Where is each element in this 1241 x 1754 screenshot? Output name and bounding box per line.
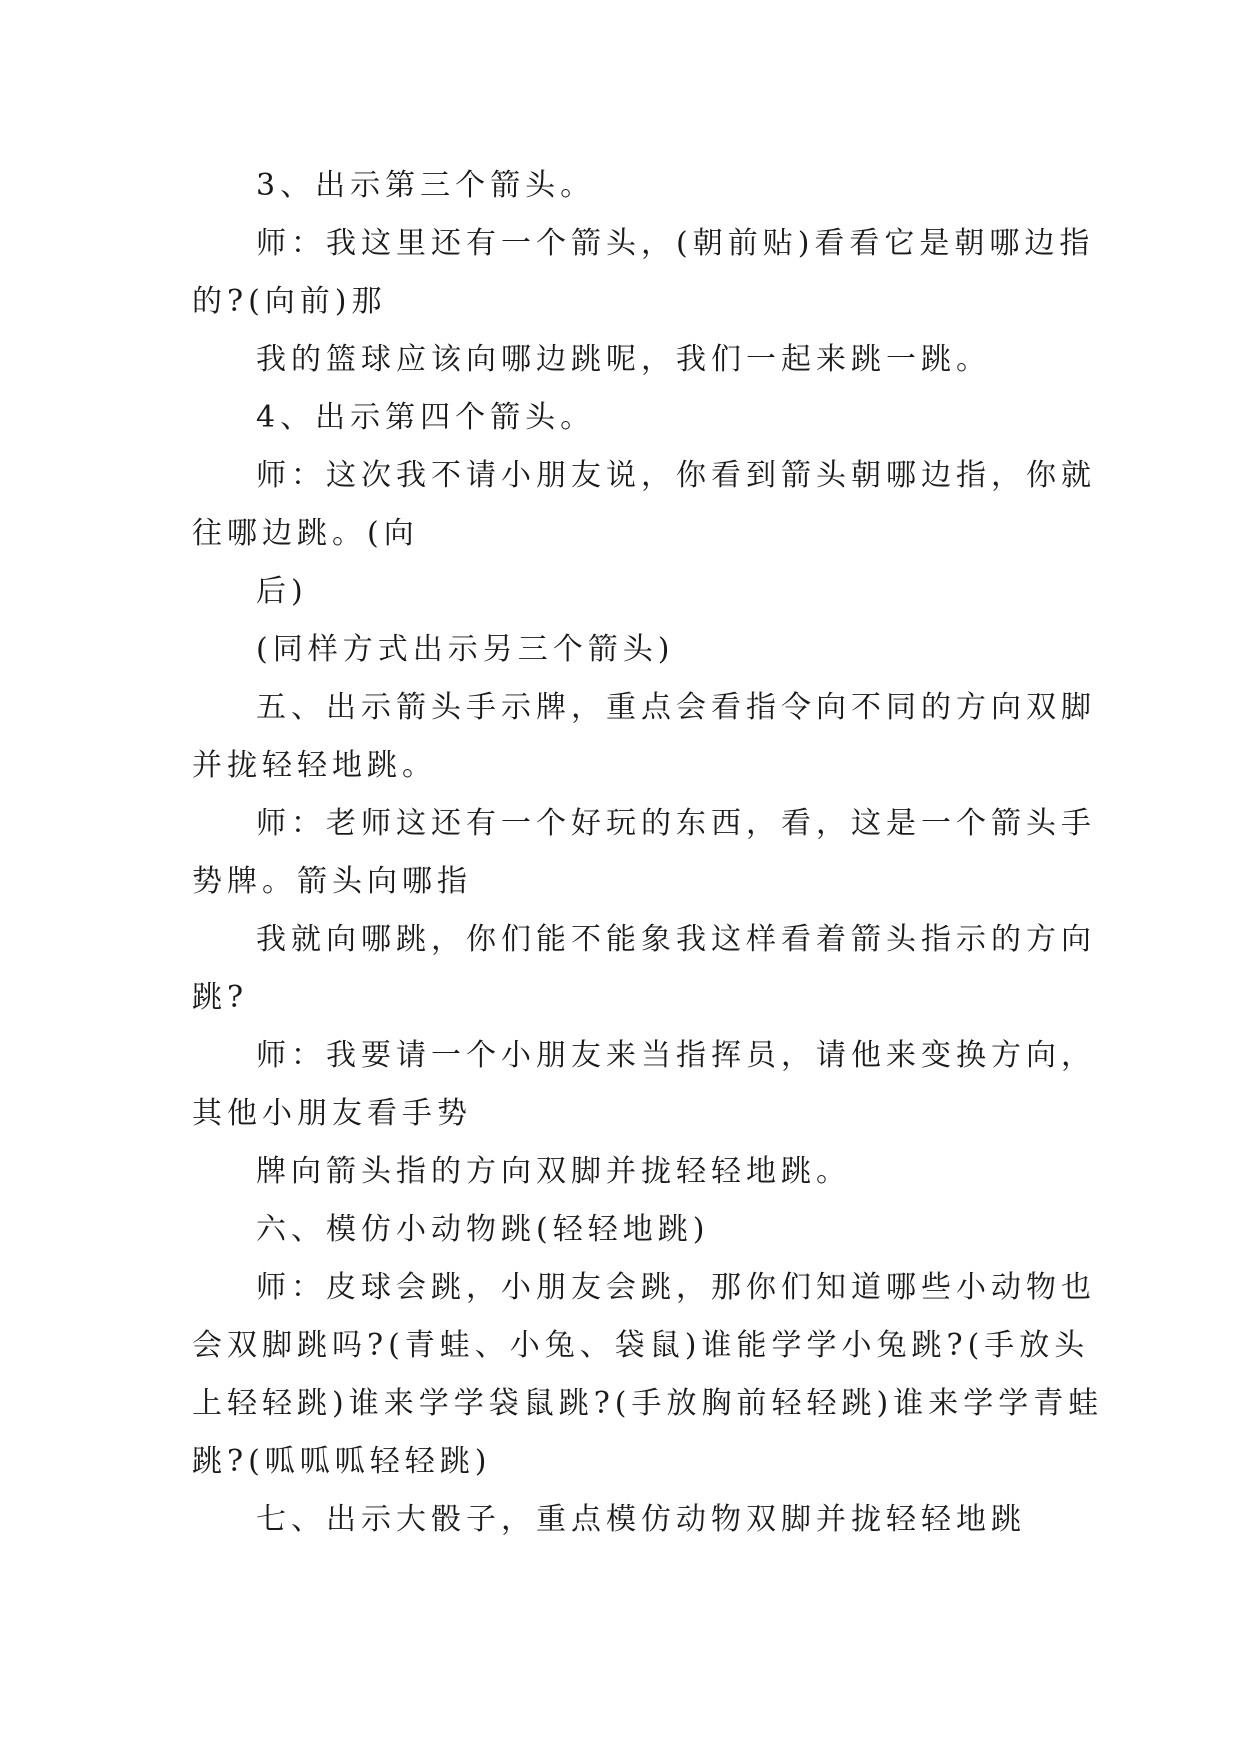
paragraph-line: 师：这次我不请小朋友说，你看到箭头朝哪边指，你就	[256, 458, 1096, 493]
paragraph-line: 七、出示大骰子，重点模仿动物双脚并拢轻轻地跳	[256, 1502, 1026, 1537]
paragraph-line: 我就向哪跳，你们能不能象我这样看着箭头指示的方向	[256, 922, 1096, 957]
paragraph-line: 并拢轻轻地跳。	[192, 748, 437, 783]
paragraph-line: (同样方式出示另三个箭头)	[256, 632, 675, 667]
paragraph-line: 3、出示第三个箭头。	[256, 168, 596, 203]
paragraph-line: 往哪边跳。(向	[192, 516, 419, 551]
paragraph-line: 跳?(呱呱呱轻轻跳)	[192, 1444, 492, 1479]
paragraph-line: 我的篮球应该向哪边跳呢，我们一起来跳一跳。	[256, 342, 991, 377]
paragraph-line: 上轻轻跳)谁来学学袋鼠跳?(手放胸前轻轻跳)谁来学学青蛙	[192, 1386, 1104, 1421]
paragraph-line: 师：老师这还有一个好玩的东西，看，这是一个箭头手	[256, 806, 1096, 841]
paragraph-line: 的?(向前)那	[192, 284, 387, 319]
paragraph-line: 4、出示第四个箭头。	[256, 400, 596, 435]
paragraph-line: 跳?	[192, 980, 249, 1015]
paragraph-line: 师：皮球会跳，小朋友会跳，那你们知道哪些小动物也	[256, 1270, 1096, 1305]
paragraph-line: 六、模仿小动物跳(轻轻地跳)	[256, 1212, 710, 1247]
paragraph-line: 五、出示箭头手示牌，重点会看指令向不同的方向双脚	[256, 690, 1096, 725]
paragraph-line: 师：我这里还有一个箭头，(朝前贴)看看它是朝哪边指	[256, 226, 1095, 261]
paragraph-line: 后)	[256, 574, 308, 609]
paragraph-line: 会双脚跳吗?(青蛙、小兔、袋鼠)谁能学学小兔跳?(手放头	[192, 1328, 1090, 1363]
paragraph-line: 师：我要请一个小朋友来当指挥员，请他来变换方向，	[256, 1038, 1096, 1073]
paragraph-line: 牌向箭头指的方向双脚并拢轻轻地跳。	[256, 1154, 851, 1189]
paragraph-line: 势牌。箭头向哪指	[192, 864, 472, 899]
paragraph-line: 其他小朋友看手势	[192, 1096, 472, 1131]
